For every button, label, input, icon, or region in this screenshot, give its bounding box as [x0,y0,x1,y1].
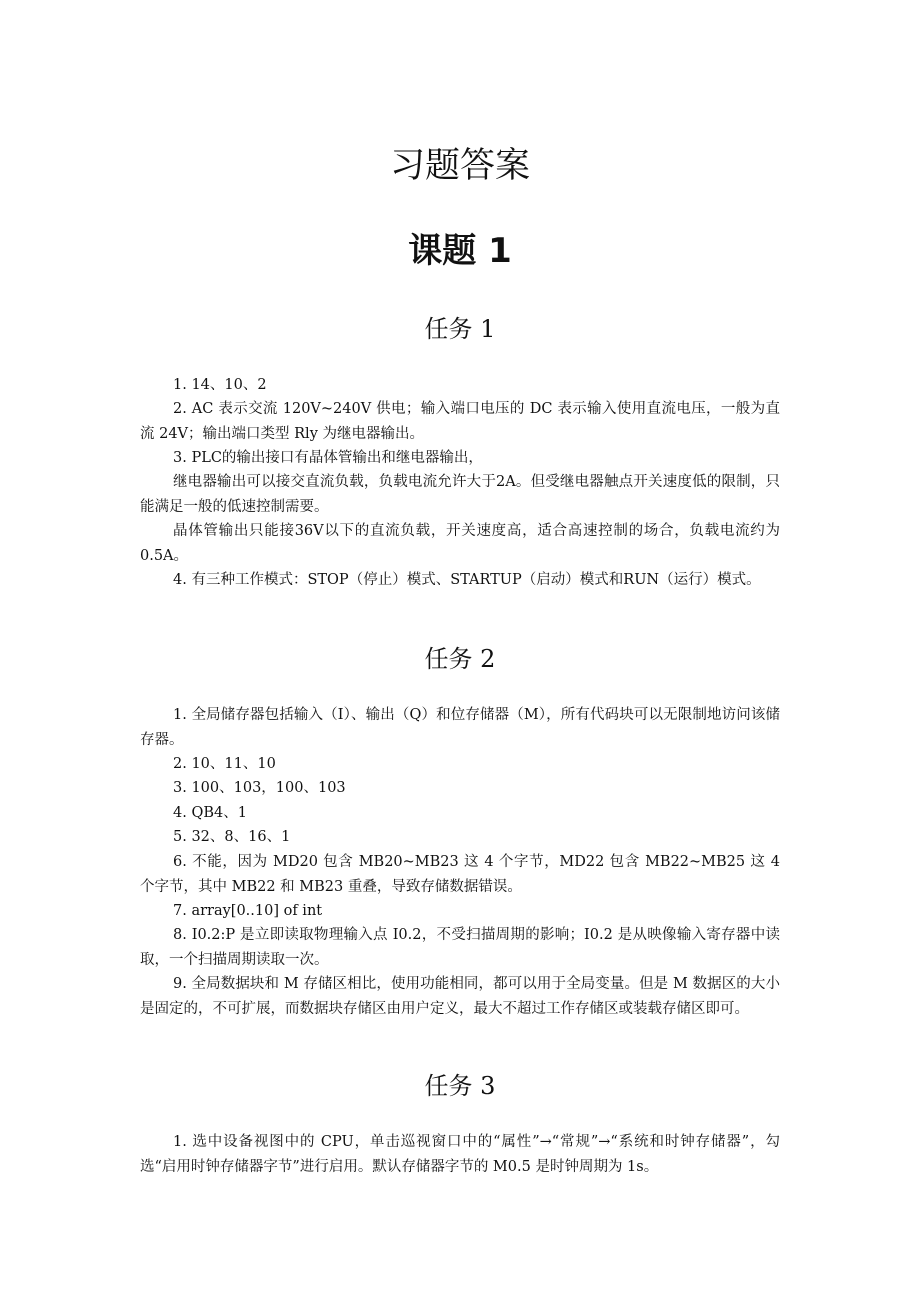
task-2-item: 2. 10、11、10 [173,756,276,772]
document-title: 习题答案 [389,146,530,186]
task-1-heading: 任务 1 [424,315,496,343]
task-2-item: 1. 全局储存器包括输入（I）、输出（Q）和位存储器（M），所有代码块可以无限制地访问该储存器。 [140,707,780,748]
task-2-item: 7. array[0..10] of int [173,903,323,919]
task-2-item: 4. QB4、1 [173,805,247,821]
task-1-item: 继电器输出可以接交直流负载，负载电流允许大于2A。但受继电器触点开关速度低的限制，只能满足一般的低速控制需要。 [140,474,780,515]
task-1-item: 2. AC 表示交流 120V~240V 供电；输入端口电压的 DC 表示输入使用直流电压，一般为直流 24V；输出端口类型 Rly 为继电器输出。 [140,401,780,442]
task-2-item: 5. 32、8、16、1 [173,829,291,845]
task-2-item: 3. 100、103，100、103 [173,780,346,796]
task-2-item: 8. I0.2:P 是立即读取物理输入点 I0.2，不受扫描周期的影响；I0.2 是从映像输入寄存器中读取，一个扫描周期读取一次。 [140,927,780,968]
lesson-heading: 课题 1 [408,231,512,271]
task-2-heading: 任务 2 [424,645,496,673]
task-1-item: 1. 14、10、2 [173,377,267,393]
task-3-item: 1. 选中设备视图中的 CPU，单击巡视窗口中的“属性”→“常规”→“系统和时钟存储器”，勾选“启用时钟存储器字节”进行启用。默认存储器字节的 M0.5 是时钟周期为 1s。 [140,1134,780,1175]
task-1-item: 晶体管输出只能接36V以下的直流负载，开关速度高，适合高速控制的场合，负载电流约为0.5A。 [140,523,780,564]
task-1-item: 3. PLC的输出接口有晶体管输出和继电器输出， [173,450,483,466]
task-1-item: 4. 有三种工作模式：STOP（停止）模式、STARTUP（启动）模式和RUN（运行）模式。 [173,572,761,588]
task-2-item: 9. 全局数据块和 M 存储区相比，使用功能相同，都可以用于全局变量。但是 M 数据区的大小是固定的，不可扩展，而数据块存储区由用户定义，最大不超过工作存储区或装载存储区即可。 [140,976,780,1017]
task-3-heading: 任务 3 [424,1072,496,1100]
task-2-item: 6. 不能，因为 MD20 包含 MB20~MB23 这 4 个字节，MD22 包含 MB22~MB25 这 4 个字节，其中 MB22 和 MB23 重叠，导致存储数据错误。 [140,854,780,895]
